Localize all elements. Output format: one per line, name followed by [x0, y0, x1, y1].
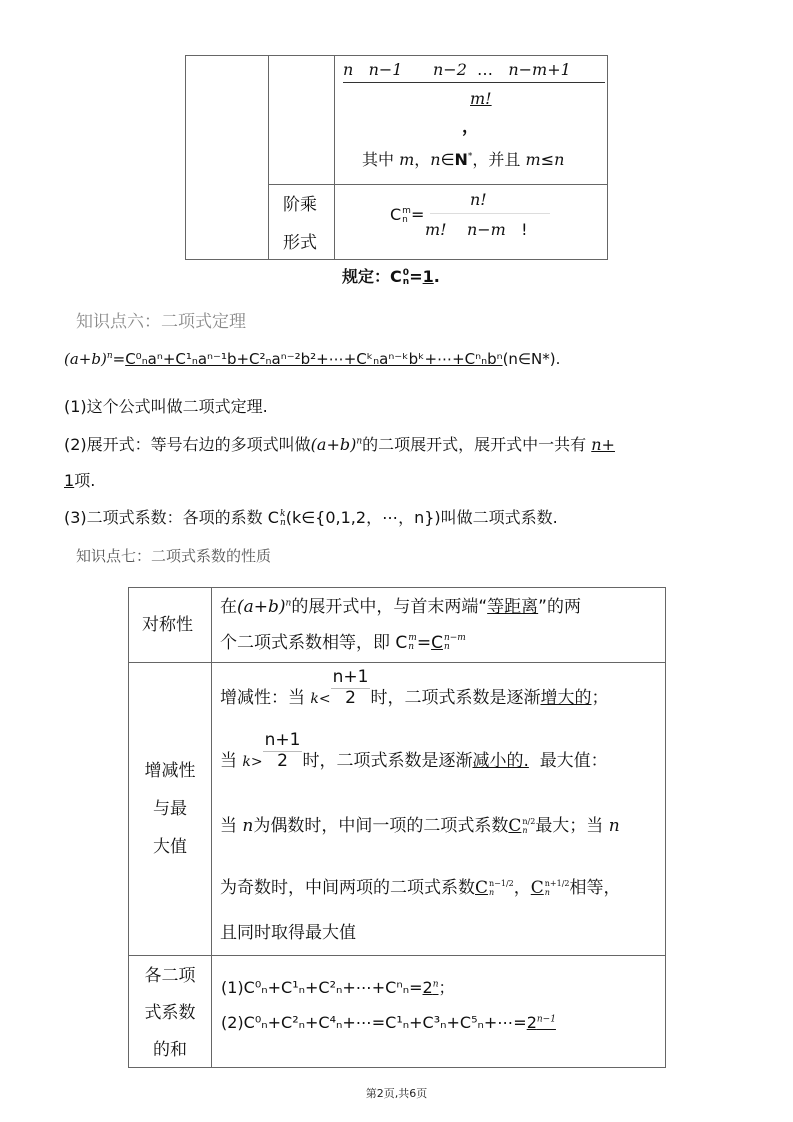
var: n [608, 816, 620, 836]
max-line-3: 且同时取得最大值 [220, 923, 356, 943]
text: ； [438, 978, 455, 997]
text: (2)展开式：等号右边的多项式叫做 [64, 435, 311, 454]
text: ， [513, 878, 531, 898]
answer: 1 [422, 267, 434, 286]
term: n−m+1 [508, 60, 571, 79]
denominator: n−m [466, 220, 506, 239]
section-heading: 知识点七：二项式系数的性质 [76, 547, 272, 565]
text: 的展开式中，与首末两端“ [291, 597, 488, 617]
max-line-2: 为奇数时，中间两项的二项式系数C n−1/2 n ，C n+1/2 n 相等， [220, 878, 621, 898]
text: ∈ [440, 150, 455, 169]
sup: * [467, 151, 473, 162]
text: 当 [220, 816, 243, 836]
text: (2) [221, 1013, 244, 1032]
label-line: 的和 [153, 1040, 187, 1060]
var: k> [242, 754, 263, 771]
sub: n [402, 276, 410, 287]
product-formula-denominator [470, 89, 492, 108]
answer-sup: n+1/2 [544, 879, 570, 888]
answer-exp: n [432, 979, 439, 990]
denominator: 2 [277, 750, 288, 771]
text: (1) [221, 978, 244, 997]
var: m [399, 150, 415, 169]
item-2 [64, 432, 744, 455]
answer [423, 978, 439, 997]
symmetry-line-1 [220, 592, 581, 617]
fraction [331, 668, 371, 708]
text: (k∈{0,1,2，⋯，n})叫做二项式系数. [285, 508, 558, 527]
text: 其中 [362, 150, 400, 169]
denominator: 2 [345, 687, 356, 708]
var: n [430, 150, 441, 169]
symmetry-line-2: 个二项式系数相等，即 C m n =C n−m n [220, 633, 466, 653]
text: ； [591, 688, 609, 709]
label-line: 阶乘 [283, 195, 317, 215]
numerator: n! [470, 190, 487, 209]
text: 为偶数时，中间一项的二项式系数 [253, 816, 509, 836]
answer-base: 2 [526, 1013, 537, 1032]
equals: = [409, 267, 423, 286]
expansion-answer: C⁰ₙaⁿ+C¹ₙaⁿ⁻¹b+C²ₙaⁿ⁻²b²+⋯+Cᵏₙaⁿ⁻ᵏbᵏ+⋯+Cⁿₙbⁿ [125, 350, 503, 368]
sup: m [408, 633, 417, 643]
answer: 等距离 [487, 597, 539, 617]
condition-text [362, 147, 564, 170]
expr: C⁰ₙ+C²ₙ+C⁴ₙ+⋯=C¹ₙ+C³ₙ+C⁵ₙ+⋯= [243, 1013, 527, 1032]
condition: (n∈N*). [502, 350, 561, 368]
text: 时，二项式系数是逐渐 [302, 751, 473, 772]
text: 的二项展开式，展开式中一共有 [362, 435, 587, 454]
answer-sub: n [443, 642, 450, 652]
label-line: 大值 [153, 837, 187, 857]
text: 最大值： [539, 751, 608, 772]
sub: n [402, 214, 408, 225]
answer-sup: n−m [443, 633, 466, 643]
sum-line-2 [221, 1013, 556, 1032]
text: . [433, 267, 440, 286]
symmetry-label: 对称性 [142, 615, 193, 635]
sum-label [140, 958, 200, 1069]
c-symbol: C [390, 205, 402, 224]
lhs: (a+b) [64, 350, 107, 368]
var: m [525, 150, 541, 169]
answer-exp: n−1 [536, 1014, 556, 1025]
exp: n [356, 436, 363, 447]
product-formula-numerator [343, 60, 605, 83]
set: N [454, 150, 468, 169]
answer: 增大的 [540, 688, 592, 709]
text: 增减性：当 [220, 688, 311, 709]
text: ，并且 [472, 150, 526, 169]
text: 项. [74, 471, 96, 490]
text: 时，二项式系数是逐渐 [370, 688, 541, 709]
binomial-theorem-formula [64, 350, 560, 368]
answer: n+ [591, 435, 615, 454]
label-line: 式系数 [144, 1003, 196, 1023]
var: k< [310, 691, 331, 708]
sum-line-1 [221, 975, 455, 998]
answer [527, 1013, 556, 1032]
equals: = [112, 350, 126, 368]
label-line: 各二项 [144, 966, 196, 986]
sup: 0 [402, 267, 410, 278]
table-divider [268, 184, 608, 185]
monotonic-label [142, 752, 198, 866]
table-divider [334, 55, 335, 260]
answer-sup: n/2 [522, 817, 536, 826]
table-divider [128, 662, 666, 663]
text: 在 [220, 597, 237, 617]
c-symbol: C [267, 508, 279, 527]
rule-note [342, 264, 440, 287]
section-heading: 知识点六：二项式定理 [76, 312, 246, 332]
text: 为奇数时，中间两项的二项式系数 [220, 878, 475, 898]
answer-base: 2 [422, 978, 433, 997]
label-line: 形式 [283, 233, 317, 253]
table-divider [211, 587, 212, 1068]
var: n [554, 150, 565, 169]
text: ， [414, 150, 431, 169]
c-symbol: C [390, 267, 402, 286]
item-3 [64, 505, 558, 528]
numerator: n+1 [264, 730, 301, 750]
numerator: n+1 [332, 667, 369, 687]
term: n−2 [432, 60, 467, 79]
expr: (a+b) [310, 435, 357, 454]
exp: n [106, 351, 113, 361]
item-1: (1)这个公式叫做二项式定理. [64, 397, 268, 416]
sub: n [408, 642, 415, 652]
expr: (a+b) [237, 597, 286, 617]
term: n [343, 60, 354, 79]
label-line: 增减性 [144, 761, 196, 781]
expr: C⁰ₙ+C¹ₙ+C²ₙ+⋯+Cⁿₙ= [243, 978, 423, 997]
denominator: ! [521, 220, 528, 239]
comma: ， [462, 117, 479, 137]
text: 规定： [342, 267, 391, 286]
ellipsis: … [477, 60, 494, 79]
denominator: m! [425, 220, 447, 239]
factorial-form-label [283, 186, 317, 262]
text: ≤ [540, 150, 555, 169]
table-divider [268, 55, 269, 260]
item-2-continued [64, 468, 95, 491]
text: (3)二项式系数：各项的系数 [64, 508, 263, 527]
monotonic-line-2 [220, 731, 608, 771]
answer: 减小的. [472, 751, 529, 772]
answer-sup: n−1/2 [489, 879, 514, 888]
sub: n [279, 517, 286, 528]
fraction [263, 731, 303, 771]
denominator: m! [470, 89, 492, 108]
term: n−1 [368, 60, 403, 79]
table-divider [128, 955, 666, 956]
text: 个二项式系数相等，即 [220, 633, 390, 653]
text: 最大；当 [535, 816, 609, 836]
text: 相等， [569, 878, 621, 898]
text: ”的两 [538, 597, 581, 617]
answer: 1 [64, 471, 75, 490]
equals: = [410, 205, 425, 224]
exp: n [285, 598, 292, 609]
sup: m [402, 205, 411, 216]
sup: k [279, 508, 286, 519]
var: n [242, 816, 254, 836]
page-number: 第2页,共6页 [365, 1087, 428, 1100]
text: 当 [220, 751, 243, 772]
monotonic-line-1 [220, 668, 608, 708]
max-line-1: 当 n为偶数时，中间一项的二项式系数C n/2 n 最大；当 n [220, 816, 620, 836]
label-line: 与最 [153, 799, 187, 819]
